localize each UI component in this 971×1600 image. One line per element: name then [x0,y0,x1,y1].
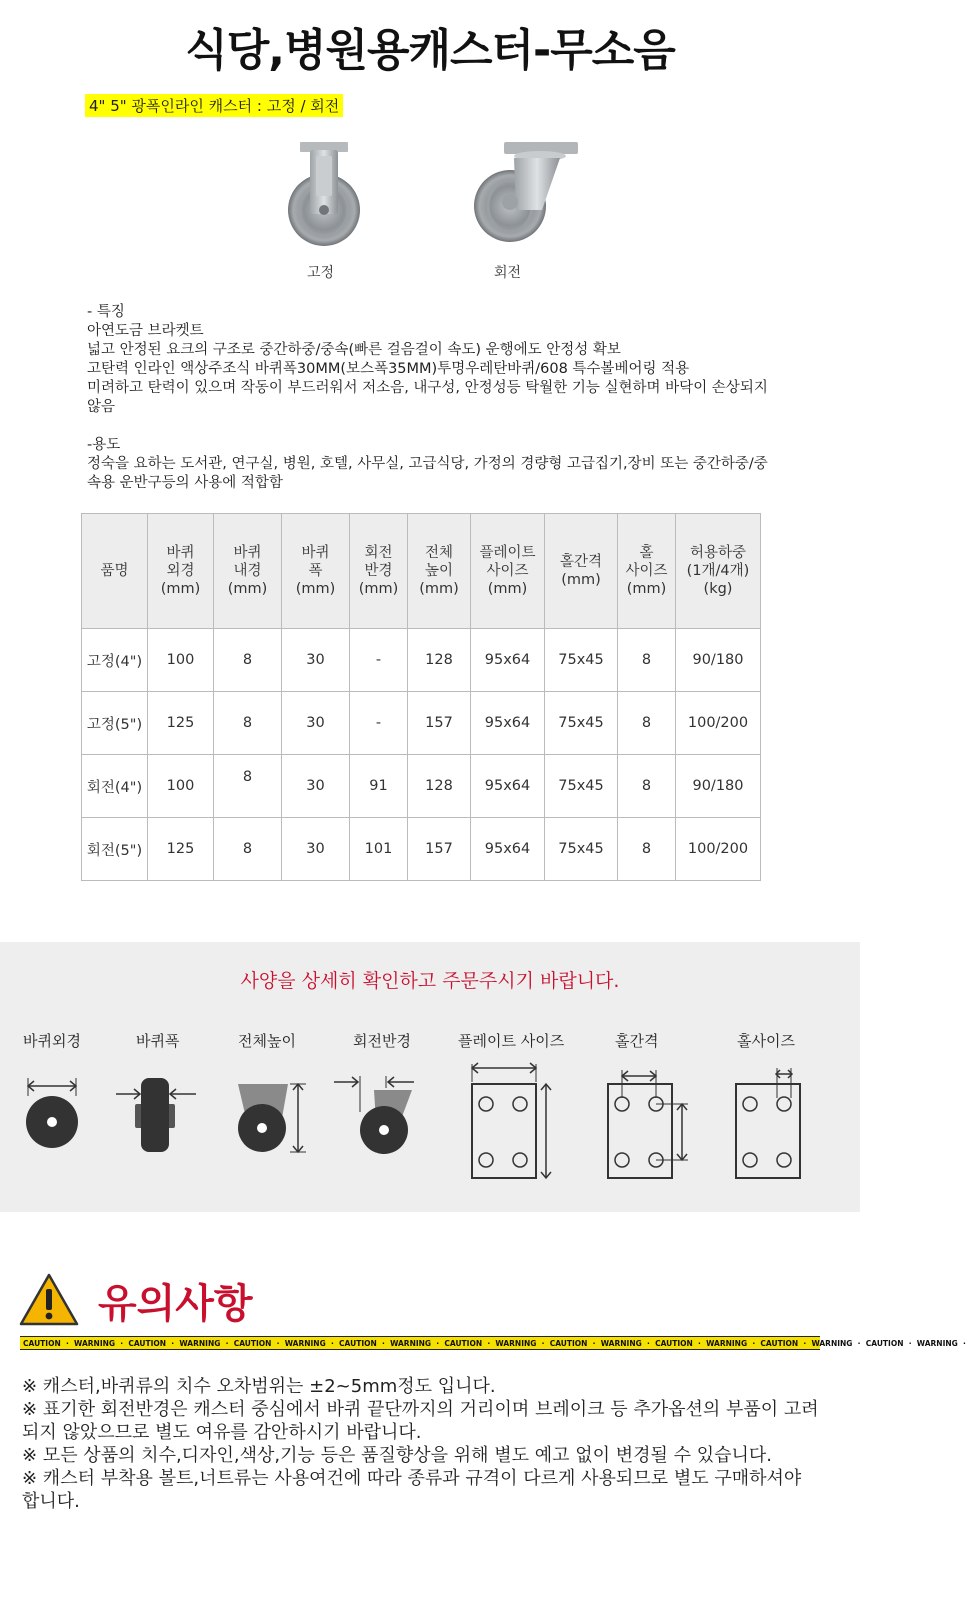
table-cell: 128 [408,629,471,692]
feature-line: 아연도금 브라켓트 [87,323,204,339]
table-row [82,755,761,818]
table-cell: 100 [148,755,214,818]
table-cell: 90/180 [676,629,761,692]
table-cell: 101 [350,818,408,881]
table-cell: 고정(4") [82,629,148,692]
guide-title: 사양을 상세히 확인하고 주문주시기 바랍니다. [240,970,620,992]
column-header: 허용하중 (1개/4개) (kg) [676,514,761,629]
guide-label: 바퀴폭 [136,1032,180,1050]
guide-label: 홀사이즈 [737,1032,795,1050]
table-cell: 100/200 [676,818,761,881]
table-cell: - [350,692,408,755]
swivel-caster-image [470,140,582,250]
caution-tape-word: WARNING · [811,1339,866,1348]
caution-tape-word: CAUTION · [23,1339,75,1348]
table-cell: 75x45 [545,692,618,755]
feature-line: 넓고 안정된 요크의 구조로 중간하중/중속(빠른 걸음걸이 속도) 운행에도 안정성 확보 [87,342,621,358]
swivel-radius-icon [330,1072,426,1156]
caution-tape-word: CAUTION · [549,1339,601,1348]
table-cell: 128 [408,755,471,818]
caution-notes [22,1375,822,1513]
guide-label: 플레이트 사이즈 [458,1032,565,1050]
table-cell: 8 [618,818,676,881]
caution-tape-word: CAUTION · [233,1339,285,1348]
table-cell: 8 [618,755,676,818]
table-cell: 95x64 [471,818,545,881]
column-header: 홀간격 (mm) [545,514,618,629]
table-cell: 회전(5") [82,818,148,881]
warning-triangle-icon [18,1272,80,1328]
table-cell: 30 [282,692,350,755]
hole-size-icon [730,1062,810,1186]
caution-tape-word: WARNING · [284,1339,340,1348]
caution-tape-word: CAUTION · [128,1339,180,1348]
caution-note: ※ 캐스터,바퀴류의 치수 오차범위는 ±2~5mm정도 입니다. [22,1376,496,1397]
column-header: 바퀴 폭 (mm) [282,514,350,629]
caution-tape-word: WARNING · [390,1339,445,1348]
caution-note: ※ 모든 상품의 치수,디자인,색상,기능 등은 품질향상을 위해 별도 예고 없이 변경될 수 있습니다. [22,1445,772,1466]
product-subtitle: 4" 5" 광폭인라인 캐스터 : 고정 / 회전 [85,94,343,117]
plate-size-icon [462,1062,558,1186]
table-header-row [82,514,761,629]
caution-note: ※ 표기한 회전반경은 캐스터 중심에서 바퀴 끝단까지의 거리이며 브레이크 등 추가옵션의 부품이 고려되지 않았으므로 별도 여유를 감안하시기 바랍니다. [22,1399,819,1443]
features-section [87,303,777,493]
table-cell: 100 [148,629,214,692]
caution-tape-word: WARNING · [706,1339,761,1348]
column-header: 바퀴 내경 (mm) [214,514,282,629]
table-cell: 30 [282,755,350,818]
guide-label: 바퀴외경 [23,1032,81,1050]
caution-tape-word: WARNING · [600,1339,656,1348]
caution-tape-word: WARNING · [916,1339,971,1348]
table-cell: 8 [214,818,282,881]
table-cell: 8 [214,629,282,692]
column-header: 플레이트 사이즈 (mm) [471,514,545,629]
feature-line: 미려하고 탄력이 있으며 작동이 부드러워서 저소음, 내구성, 안정성등 탁월한 기능 실현하며 바닥이 손상되지 않음 [87,380,768,415]
column-header: 바퀴 외경 (mm) [148,514,214,629]
usage-heading: -용도 [87,437,121,453]
caution-note: ※ 캐스터 부착용 볼트,너트류는 사용여건에 따라 종류과 규격이 다르게 사용되므로 별도 구매하셔야 합니다. [22,1468,802,1512]
table-cell: 8 [618,629,676,692]
total-height-icon [232,1074,312,1156]
table-cell: 157 [408,692,471,755]
table-row [82,692,761,755]
table-cell: 고정(5") [82,692,148,755]
caution-tape-word: WARNING · [179,1339,234,1348]
table-cell: 30 [282,818,350,881]
table-cell: 125 [148,818,214,881]
table-cell: 8 [214,692,282,755]
guide-label: 회전반경 [353,1032,411,1050]
guide-label: 전체높이 [238,1032,296,1050]
spec-table [81,513,761,881]
caution-tape-word: CAUTION · [865,1339,917,1348]
table-cell: 30 [282,629,350,692]
table-cell: 75x45 [545,629,618,692]
table-cell: 95x64 [471,755,545,818]
table-cell: 95x64 [471,629,545,692]
usage-text: 정숙을 요하는 도서관, 연구실, 병원, 호텔, 사무실, 고급식당, 가정의 경량형 고급집기,장비 또는 중간하중/중속용 운반구등의 사용에 적합함 [87,456,768,491]
table-cell: 75x45 [545,818,618,881]
table-cell: 100/200 [676,692,761,755]
table-cell: 회전(4") [82,755,148,818]
hole-spacing-icon [600,1062,696,1186]
swivel-caster-label: 회전 [494,265,522,281]
spec-guide-section [0,942,860,1212]
column-header: 홀 사이즈 (mm) [618,514,676,629]
table-row [82,629,761,692]
caution-title: 유의사항 [98,1281,253,1327]
fixed-caster-image [276,138,372,250]
column-header: 전체 높이 (mm) [408,514,471,629]
column-header: 품명 [82,514,148,629]
caution-tape-word: WARNING · [495,1339,550,1348]
table-cell: 90/180 [676,755,761,818]
column-header: 회전 반경 (mm) [350,514,408,629]
caution-tape-word: CAUTION · [444,1339,496,1348]
table-cell: 8 [214,755,282,818]
caution-tape-word: CAUTION · [760,1339,812,1348]
features-heading: - 특징 [87,304,125,320]
table-row [82,818,761,881]
caution-tape-word: WARNING · [74,1339,129,1348]
table-cell: - [350,629,408,692]
feature-line: 고탄력 인라인 액상주조식 바퀴폭30MM(보스폭35MM)투명우레탄바퀴/608 특수볼베어링 적용 [87,361,690,377]
caution-tape-word: CAUTION · [655,1339,707,1348]
table-cell: 125 [148,692,214,755]
fixed-caster-label: 고정 [307,265,335,281]
table-cell: 8 [618,692,676,755]
table-cell: 75x45 [545,755,618,818]
wheel-width-icon [112,1074,202,1154]
table-cell: 91 [350,755,408,818]
caution-tape [20,1336,971,1350]
page-title: 식당,병원용캐스터-무소음 [185,25,675,76]
table-cell: 157 [408,818,471,881]
guide-label: 홀간격 [615,1032,659,1050]
wheel-diameter-icon [20,1074,84,1154]
caution-tape-word: CAUTION · [339,1339,391,1348]
table-cell: 95x64 [471,692,545,755]
